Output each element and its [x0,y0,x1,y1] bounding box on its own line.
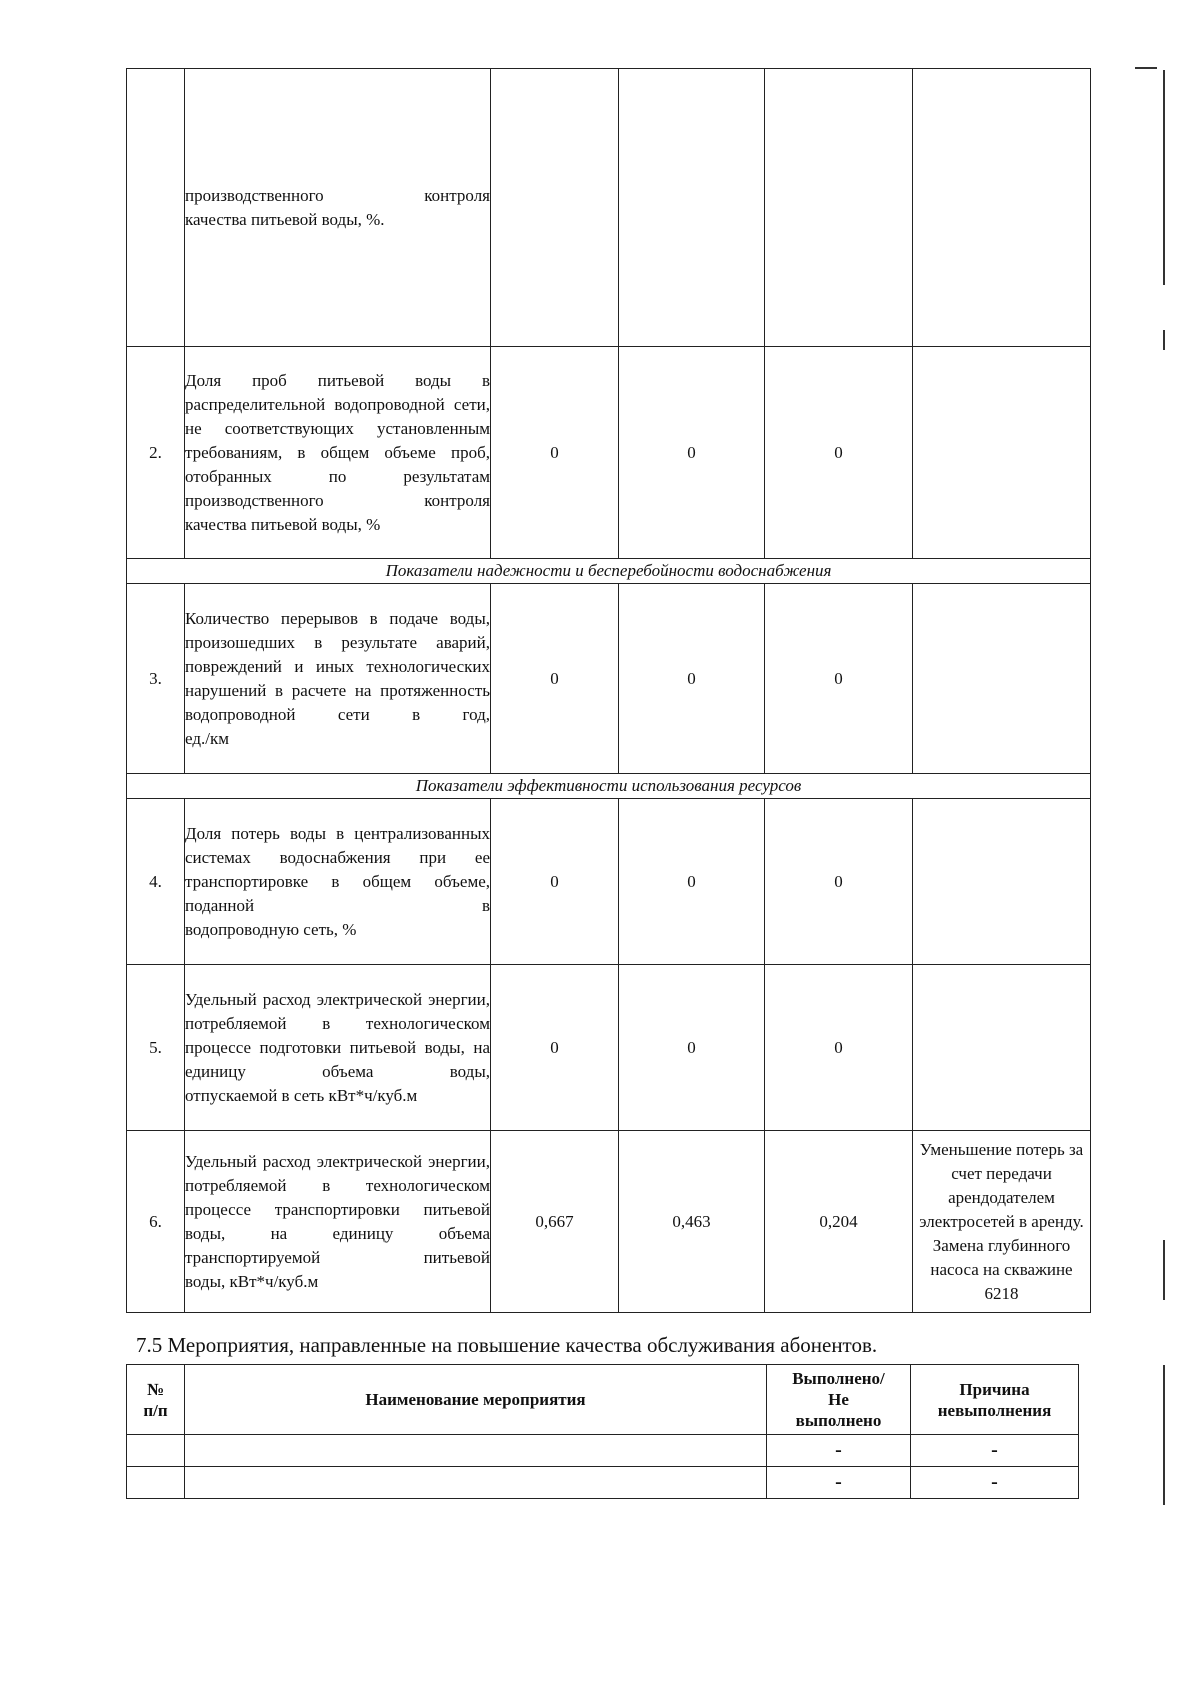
value-plan: 0 [619,965,765,1131]
value-plan: 0 [619,799,765,965]
value-cell [491,69,619,347]
table-row-2 [127,347,1091,559]
measures-header-row [127,1365,1079,1435]
reason-line: насоса на скважине 6218 [930,1259,1073,1303]
section-header-row [127,559,1091,584]
indicator-text-last: воды, кВт*ч/куб.м [185,1271,319,1291]
cell-name [185,1467,767,1499]
indicator-text-last: отпускаемой в сеть кВт*ч/куб.м [185,1085,418,1105]
section-title-text: Показатели эффективности использования ресурсов [415,776,802,795]
row-number: 3. [127,584,185,774]
row-number: 6. [127,1131,185,1313]
value-fact: 0 [765,965,913,1131]
header-text: Не [828,1390,849,1409]
header-name: Наименование мероприятия [185,1365,767,1435]
indicator-name-cell [185,965,491,1131]
section-title-text: Показатели надежности и бесперебойности водоснабжения [385,561,832,580]
table-row [127,1467,1079,1499]
row-number: 5. [127,965,185,1131]
table-row-6 [127,1131,1091,1313]
value-cell [619,69,765,347]
value-plan: 0 [619,347,765,559]
section-header-row [127,774,1091,799]
indicator-text: Доля потерь воды в централизованных системах водоснабжения при ее транспортировке в общем объеме, поданной в [185,823,490,915]
header-text: выполнено [795,1411,882,1430]
section-heading: 7.5 Мероприятия, направленные на повышение качества обслуживания абонентов. [136,1333,878,1357]
scan-edge-mark [1163,1365,1165,1505]
header-text: п/п [143,1400,168,1420]
row-number-cell [127,69,185,347]
cell-reason: - [911,1467,1079,1499]
value-base: 0 [491,965,619,1131]
cell-reason: - [911,1435,1079,1467]
table-row-3 [127,584,1091,774]
indicator-text: Доля проб питьевой воды в распределительной водопроводной сети, не соответствующих установленным требованиям, в общем объеме проб, отобранных по результатам производственного контроля [185,370,490,510]
indicator-text-last: качества питьевой воды, % [185,514,381,534]
indicator-name-cell [185,584,491,774]
reason-cell [913,584,1091,774]
indicator-text: Удельный расход электрической энергии, потребляемой в технологическом процессе транспортировки питьевой воды, на единицу объема транспортируемой питьевой [185,1151,490,1267]
value-base: 0 [491,584,619,774]
reason-cell [913,1131,1091,1313]
table-row-4 [127,799,1091,965]
header-text: № [146,1379,165,1399]
indicator-name-cell [185,347,491,559]
reason-line: арендодателем [948,1187,1055,1207]
value-fact: 0,204 [765,1131,913,1313]
reason-cell [913,347,1091,559]
section-title [127,774,1091,799]
cell-status: - [767,1467,911,1499]
value-base: 0 [491,799,619,965]
value-base: 0,667 [491,1131,619,1313]
value-fact: 0 [765,584,913,774]
row-number: 4. [127,799,185,965]
reason-cell [913,799,1091,965]
indicator-name-cell [185,799,491,965]
indicator-name-cell [185,69,491,347]
measures-table [126,1364,1079,1499]
reason-line: электросетей в аренду. [919,1211,1084,1231]
cell-name [185,1435,767,1467]
value-plan: 0,463 [619,1131,765,1313]
table-row [127,1435,1079,1467]
indicator-text-last: ед./км [185,728,229,748]
row-number: 2. [127,347,185,559]
scan-edge-mark [1163,330,1165,350]
value-base: 0 [491,347,619,559]
reason-line: Уменьшение потерь за [919,1139,1084,1159]
section-title [127,559,1091,584]
indicator-name-cell [185,1131,491,1313]
indicators-table [126,68,1091,1313]
value-cell [765,69,913,347]
scan-edge-mark [1163,1240,1165,1300]
header-reason: Причина невыполнения [911,1365,1079,1435]
reason-cell [913,965,1091,1131]
table-row-5 [127,965,1091,1131]
indicator-text-line: производственного контроля [185,185,490,205]
cell-status: - [767,1435,911,1467]
table-row-continuation [127,69,1091,347]
indicator-text-last: водопроводную сеть, % [185,919,357,939]
header-text: Выполнено/ [792,1369,885,1388]
indicator-text-line: качества питьевой воды, %. [185,209,385,229]
reason-cell [913,69,1091,347]
value-plan: 0 [619,584,765,774]
reason-line: счет передачи [951,1163,1052,1183]
cell-number [127,1467,185,1499]
header-number [127,1365,185,1435]
scan-edge-mark [1163,70,1165,285]
value-fact: 0 [765,799,913,965]
reason-line: Замена глубинного [932,1235,1071,1255]
scan-edge-mark [1135,67,1157,69]
value-fact: 0 [765,347,913,559]
header-status [767,1365,911,1435]
indicator-text: Удельный расход электрической энергии, потребляемой в технологическом процессе подготовки питьевой воды, на единицу объема воды, [185,989,490,1081]
indicator-text: Количество перерывов в подаче воды, произошедших в результате аварий, повреждений и иных технологических нарушений в расчете на протяженность водопроводной сети в год, [185,608,490,724]
cell-number [127,1435,185,1467]
